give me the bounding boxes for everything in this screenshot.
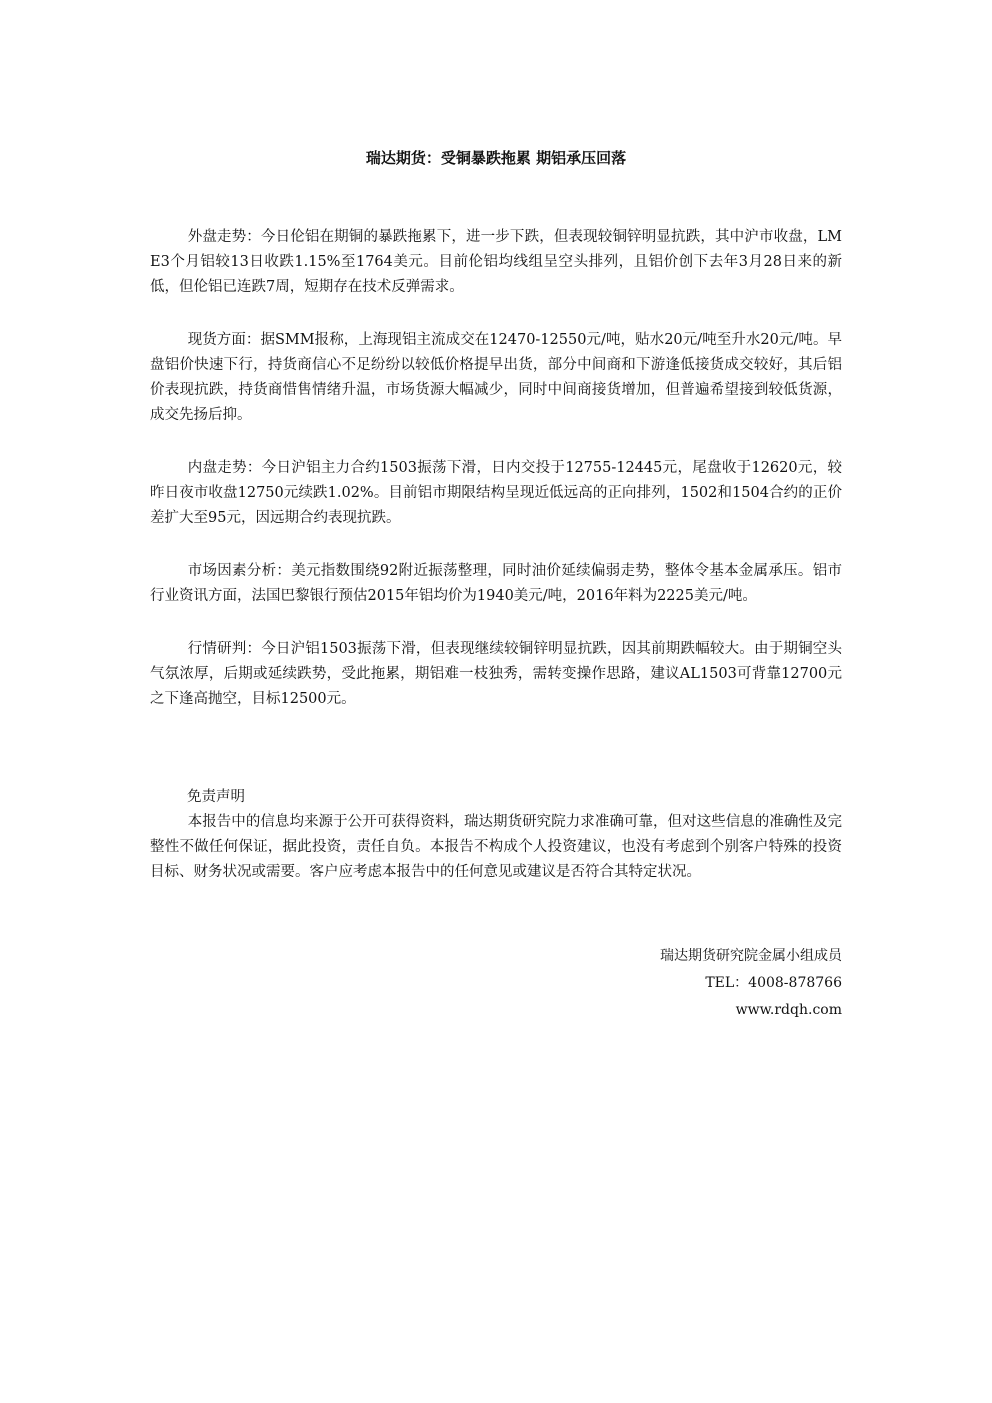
disclaimer-section xyxy=(150,785,842,885)
document-title: 瑞达期货：受铜暴跌拖累 期铝承压回落 xyxy=(365,149,627,167)
signature-website: www.rdqh.com xyxy=(735,1002,842,1018)
disclaimer-heading: 免责声明 xyxy=(187,789,245,805)
signature-tel: TEL：4008-878766 xyxy=(705,975,842,991)
disclaimer-text: 本报告中的信息均来源于公开可获得资料，瑞达期货研究院力求准确可靠，但对这些信息的准确性及完整性不做任何保证，据此投资，责任自负。本报告不构成个人投资建议，也没有考虑到个别客户特殊的投资目标、财务状况或需要。客户应考虑本报告中的任何意见或建议是否符合其特定状况。 xyxy=(150,814,842,880)
report-body xyxy=(150,225,842,740)
signature-org: 瑞达期货研究院金属小组成员 xyxy=(660,948,842,964)
paragraph-market-factors: 市场因素分析：美元指数围绕92附近振荡整理，同时油价延续偏弱走势，整体令基本金属承压。铝市行业资讯方面，法国巴黎银行预估2015年铝均价为1940美元/吨，2016年料为2225美元/吨。 xyxy=(150,563,842,604)
paragraph-outlook: 行情研判：今日沪铝1503振荡下滑，但表现继续较铜锌明显抗跌，因其前期跌幅较大。由于期铜空头气氛浓厚，后期或延续跌势，受此拖累，期铝难一枝独秀，需转变操作思路，建议AL1503可背靠12700元之下逢高抛空，目标12500元。 xyxy=(150,641,842,707)
paragraph-domestic-market: 内盘走势：今日沪铝主力合约1503振荡下滑，日内交投于12755-12445元，尾盘收于12620元，较昨日夜市收盘12750元续跌1.02%。目前铝市期限结构呈现近低远高的正向排列，1502和1504合约的正价差扩大至95元，因远期合约表现抗跌。 xyxy=(150,460,842,526)
signature-block xyxy=(660,943,842,1024)
paragraph-overseas-market: 外盘走势：今日伦铝在期铜的暴跌拖累下，进一步下跌，但表现较铜锌明显抗跌，其中沪市收盘，LME3个月铝较13日收跌1.15%至1764美元。目前伦铝均线组呈空头排列，且铝价创下去年3月28日来的新低，但伦铝已连跌7周，短期存在技术反弹需求。 xyxy=(150,229,842,295)
paragraph-spot-market: 现货方面：据SMM报称，上海现铝主流成交在12470-12550元/吨，贴水20元/吨至升水20元/吨。早盘铝价快速下行，持货商信心不足纷纷以较低价格提早出货，部分中间商和下游逢低接货成交较好，其后铝价表现抗跌，持货商惜售情绪升温，市场货源大幅减少，同时中间商接货增加，但普遍希望接到较低货源，成交先扬后抑。 xyxy=(150,332,842,423)
